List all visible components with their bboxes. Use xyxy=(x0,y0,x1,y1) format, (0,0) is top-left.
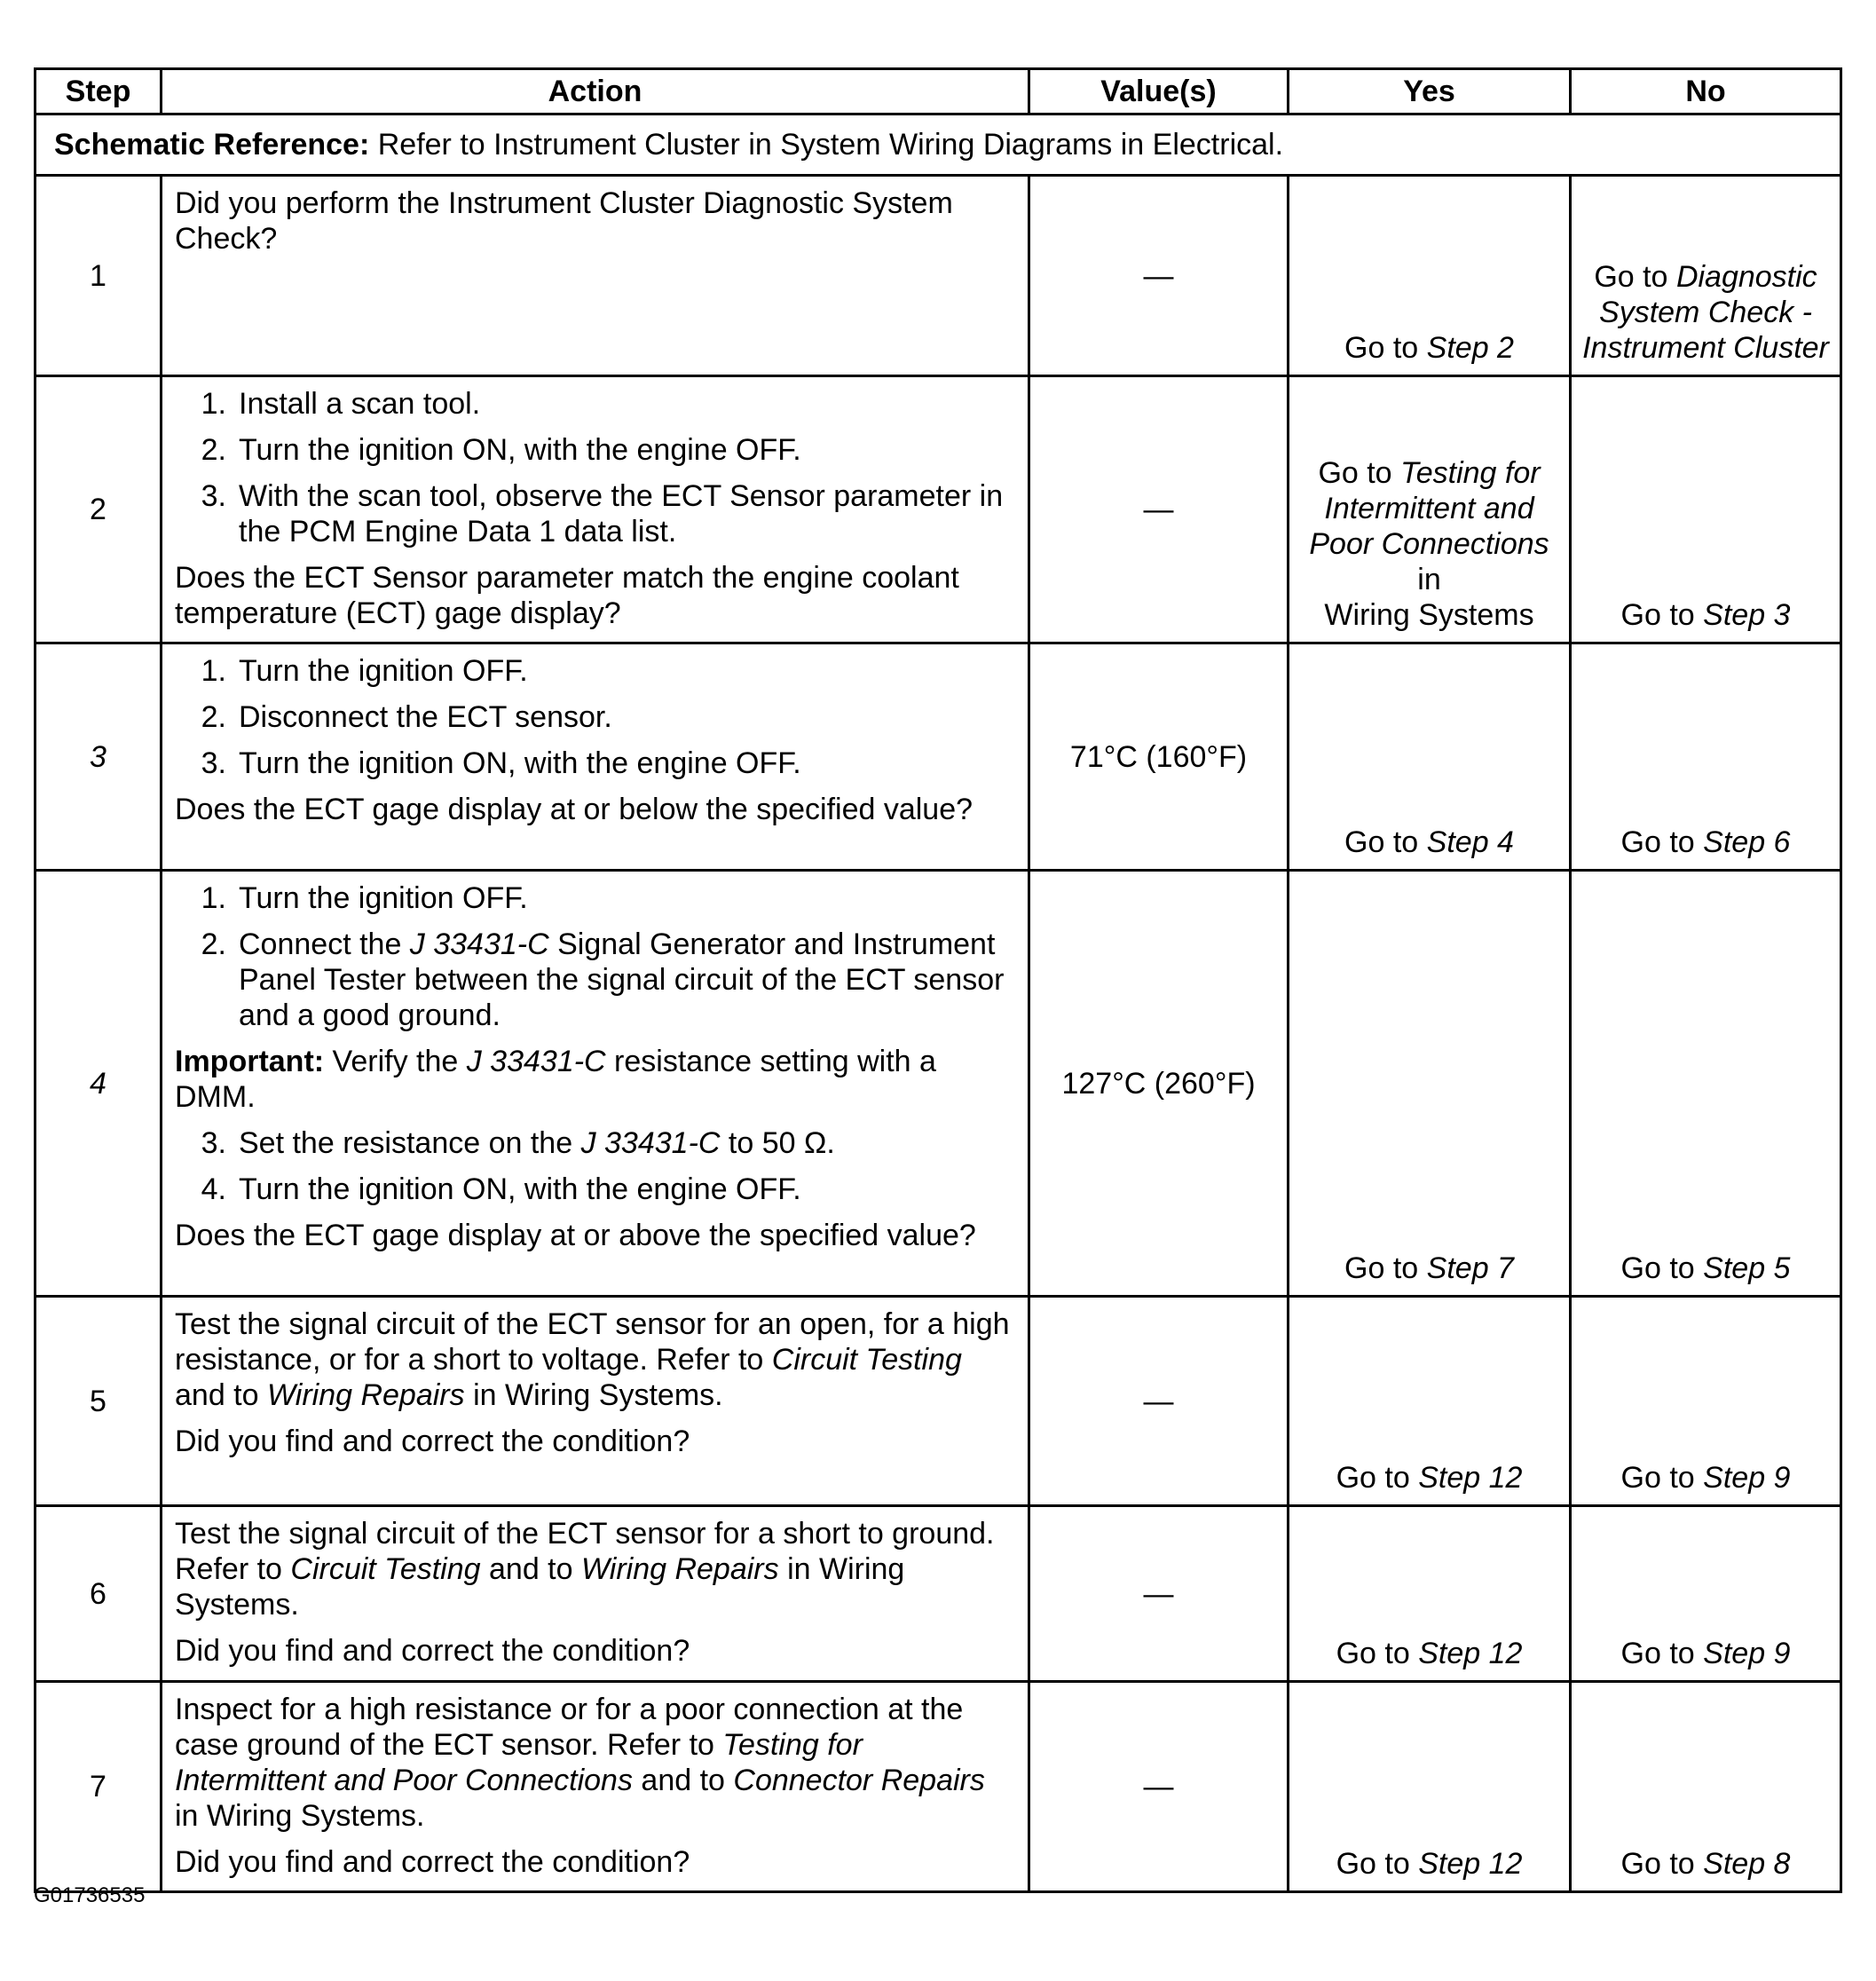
header-action: Action xyxy=(162,69,1029,114)
value-cell: — xyxy=(1029,176,1289,376)
go-to-text: Go to xyxy=(1336,1461,1410,1495)
item-text: Install a scan tool. xyxy=(239,387,481,421)
yes-link[interactable]: Step 4 xyxy=(1426,825,1514,859)
action-text: Did you perform the Instrument Cluster Diagnostic System Check? xyxy=(175,186,953,256)
item-text: Turn the ignition ON, with the engine OFF. xyxy=(239,746,801,780)
list-item xyxy=(175,432,1015,468)
action-text-3: in Wiring Systems. xyxy=(175,1799,425,1833)
schematic-label: Schematic Reference: xyxy=(54,128,370,162)
schematic-text: Refer to Instrument Cluster in System Wiring Diagrams in Electrical. xyxy=(369,128,1284,162)
action-text-1: Test the signal circuit of the ECT sensor for an open, for a high resistance, or for a short to voltage. Refer to xyxy=(175,1307,1010,1377)
value-cell: — xyxy=(1029,376,1289,643)
tool-ref: J 33431-C xyxy=(466,1045,606,1078)
no-link[interactable]: Step 9 xyxy=(1703,1461,1791,1495)
header-step: Step xyxy=(35,69,162,114)
header-yes: Yes xyxy=(1289,69,1571,114)
item-text-post: Signal Generator and Instrument Panel Tester between the signal circuit of the ECT sensor and a good ground. xyxy=(239,927,1005,1032)
item-number: 2. xyxy=(201,700,226,734)
yes-link[interactable]: Step 12 xyxy=(1418,1637,1523,1670)
go-to-text: Go to xyxy=(1620,1637,1695,1670)
go-to-text: Go to xyxy=(1620,598,1695,632)
list-item xyxy=(175,927,1015,1033)
yes-cell xyxy=(1289,376,1571,643)
yes-cell xyxy=(1289,871,1571,1297)
go-to-text: Go to xyxy=(1620,825,1695,859)
header-row xyxy=(35,69,1841,114)
reference-link[interactable]: Circuit Testing xyxy=(290,1552,481,1586)
action-text-3: in Wiring Systems. xyxy=(464,1378,723,1412)
value-cell: — xyxy=(1029,1297,1289,1506)
table-row xyxy=(35,376,1841,643)
no-cell xyxy=(1571,871,1841,1297)
no-cell xyxy=(1571,1682,1841,1892)
action-steps xyxy=(175,386,1015,549)
yes-cell xyxy=(1289,176,1571,376)
action-text xyxy=(175,1516,1015,1622)
schematic-row xyxy=(35,114,1841,176)
question-text: Did you find and correct the condition? xyxy=(175,1845,690,1879)
table-row xyxy=(35,176,1841,376)
list-item xyxy=(175,880,1015,916)
item-number: 2. xyxy=(201,927,226,961)
item-number: 1. xyxy=(201,387,226,421)
action-text xyxy=(175,1692,1015,1834)
action-cell xyxy=(162,1297,1029,1506)
item-text-pre: Set the resistance on the xyxy=(239,1126,581,1160)
step-number: 7 xyxy=(35,1682,162,1892)
action-cell xyxy=(162,1506,1029,1682)
step-number: 4 xyxy=(35,871,162,1297)
reference-link[interactable]: Connector Repairs xyxy=(733,1764,985,1797)
header-values: Value(s) xyxy=(1029,69,1289,114)
item-number: 3. xyxy=(201,1126,226,1160)
step-number: 3 xyxy=(35,643,162,871)
schematic-reference xyxy=(35,114,1841,176)
yes-cell xyxy=(1289,1682,1571,1892)
no-cell xyxy=(1571,376,1841,643)
yes-link[interactable]: Step 12 xyxy=(1418,1461,1523,1495)
item-number: 1. xyxy=(201,654,226,688)
item-text: With the scan tool, observe the ECT Sensor parameter in the PCM Engine Data 1 data list. xyxy=(239,479,1004,549)
go-to-text: Go to xyxy=(1336,1847,1410,1881)
list-item xyxy=(175,699,1015,735)
go-to-text: Go to xyxy=(1620,1461,1695,1495)
table-row xyxy=(35,871,1841,1297)
no-cell xyxy=(1571,1297,1841,1506)
item-text xyxy=(239,1125,1015,1161)
question-text: Does the ECT gage display at or above the specified value? xyxy=(175,1219,976,1252)
item-text: Turn the ignition OFF. xyxy=(239,654,528,688)
list-item xyxy=(175,1125,1015,1161)
reference-link[interactable]: Wiring Repairs xyxy=(580,1552,779,1586)
action-text-2: and to xyxy=(632,1764,734,1797)
step-number: 5 xyxy=(35,1297,162,1506)
item-text xyxy=(239,927,1015,1033)
no-link[interactable]: Step 5 xyxy=(1703,1251,1791,1285)
header-no: No xyxy=(1571,69,1841,114)
no-link[interactable]: Step 6 xyxy=(1703,825,1791,859)
step-number: 2 xyxy=(35,376,162,643)
go-to-text: Go to xyxy=(1318,456,1392,490)
action-steps xyxy=(175,653,1015,781)
action-cell xyxy=(162,643,1029,871)
question-text: Does the ECT Sensor parameter match the engine coolant temperature (ECT) gage display? xyxy=(175,561,959,630)
action-cell xyxy=(162,871,1029,1297)
go-to-text: Go to xyxy=(1620,1847,1695,1881)
item-number: 3. xyxy=(201,746,226,780)
action-steps-continued xyxy=(175,1125,1015,1207)
question-text: Does the ECT gage display at or below the specified value? xyxy=(175,793,973,826)
question-text: Did you find and correct the condition? xyxy=(175,1425,690,1458)
item-number: 4. xyxy=(201,1172,226,1206)
value-cell: — xyxy=(1029,1682,1289,1892)
item-text-post: to 50 Ω. xyxy=(720,1126,835,1160)
reference-link[interactable]: Wiring Repairs xyxy=(266,1378,465,1412)
important-post: resistance setting with a DMM. xyxy=(175,1045,936,1114)
action-text-2: and to xyxy=(480,1552,581,1586)
action-text xyxy=(175,1306,1015,1413)
list-item xyxy=(175,653,1015,689)
item-text: Disconnect the ECT sensor. xyxy=(239,700,612,734)
yes-cell xyxy=(1289,1506,1571,1682)
tool-ref: J 33431-C xyxy=(580,1126,721,1160)
table-row xyxy=(35,1506,1841,1682)
table-row xyxy=(35,643,1841,871)
important-pre: Verify the xyxy=(324,1045,467,1078)
step-number: 6 xyxy=(35,1506,162,1682)
step-number: 1 xyxy=(35,176,162,376)
action-text-1: Test the signal circuit of the ECT sensor for a short to ground. Refer to xyxy=(175,1517,995,1586)
go-to-text: Go to xyxy=(1344,331,1419,365)
yes-link[interactable]: Step 7 xyxy=(1426,1251,1514,1285)
diagnostic-table xyxy=(34,67,1842,1893)
list-item xyxy=(175,1172,1015,1207)
table-row xyxy=(35,1297,1841,1506)
value-cell: — xyxy=(1029,1506,1289,1682)
no-link[interactable]: Step 3 xyxy=(1703,598,1791,632)
yes-suffix: Wiring Systems xyxy=(1324,598,1534,632)
no-link[interactable]: Diagnostic System Check - Instrument Cluster xyxy=(1582,260,1829,365)
list-item xyxy=(175,386,1015,422)
no-link[interactable]: Step 8 xyxy=(1703,1847,1791,1881)
important-label: Important: xyxy=(175,1045,325,1078)
yes-link[interactable]: Step 12 xyxy=(1418,1847,1523,1881)
action-text-1: Inspect for a high resistance or for a poor connection at the case ground of the ECT sensor. Refer to xyxy=(175,1693,964,1762)
action-text-2: and to xyxy=(175,1378,267,1412)
yes-link[interactable]: Testing for Intermittent and Poor Connections xyxy=(1309,456,1549,561)
go-to-text: Go to xyxy=(1594,260,1668,294)
action-cell xyxy=(162,1682,1029,1892)
no-link[interactable]: Step 9 xyxy=(1703,1637,1791,1670)
yes-cell xyxy=(1289,1297,1571,1506)
important-note xyxy=(175,1044,1015,1115)
item-number: 1. xyxy=(201,881,226,915)
no-cell xyxy=(1571,643,1841,871)
go-to-text: Go to xyxy=(1336,1637,1410,1670)
question-text: Did you find and correct the condition? xyxy=(175,1634,690,1668)
reference-link[interactable]: Circuit Testing xyxy=(771,1343,962,1377)
item-text: Turn the ignition ON, with the engine OFF. xyxy=(239,433,801,467)
no-cell xyxy=(1571,176,1841,376)
item-text-pre: Connect the xyxy=(239,927,410,961)
yes-in: in xyxy=(1417,563,1441,596)
action-cell xyxy=(162,176,1029,376)
item-number: 3. xyxy=(201,479,226,513)
table-row xyxy=(35,1682,1841,1892)
tool-ref: J 33431-C xyxy=(409,927,549,961)
yes-link[interactable]: Step 2 xyxy=(1426,331,1514,365)
go-to-text: Go to xyxy=(1620,1251,1695,1285)
value-cell: 127°C (260°F) xyxy=(1029,871,1289,1297)
value-cell: 71°C (160°F) xyxy=(1029,643,1289,871)
item-number: 2. xyxy=(201,433,226,467)
action-cell xyxy=(162,376,1029,643)
reference-link[interactable]: Testing for Intermittent and Poor Connections xyxy=(175,1728,863,1797)
list-item xyxy=(175,478,1015,549)
yes-cell xyxy=(1289,643,1571,871)
list-item xyxy=(175,746,1015,781)
go-to-text: Go to xyxy=(1344,825,1419,859)
go-to-text: Go to xyxy=(1344,1251,1419,1285)
item-text: Turn the ignition OFF. xyxy=(239,881,528,915)
item-text: Turn the ignition ON, with the engine OFF. xyxy=(239,1172,801,1206)
no-cell xyxy=(1571,1506,1841,1682)
action-steps xyxy=(175,880,1015,1033)
action-text-3: in Wiring Systems. xyxy=(175,1552,905,1622)
figure-code: G01736535 xyxy=(34,1883,146,1907)
